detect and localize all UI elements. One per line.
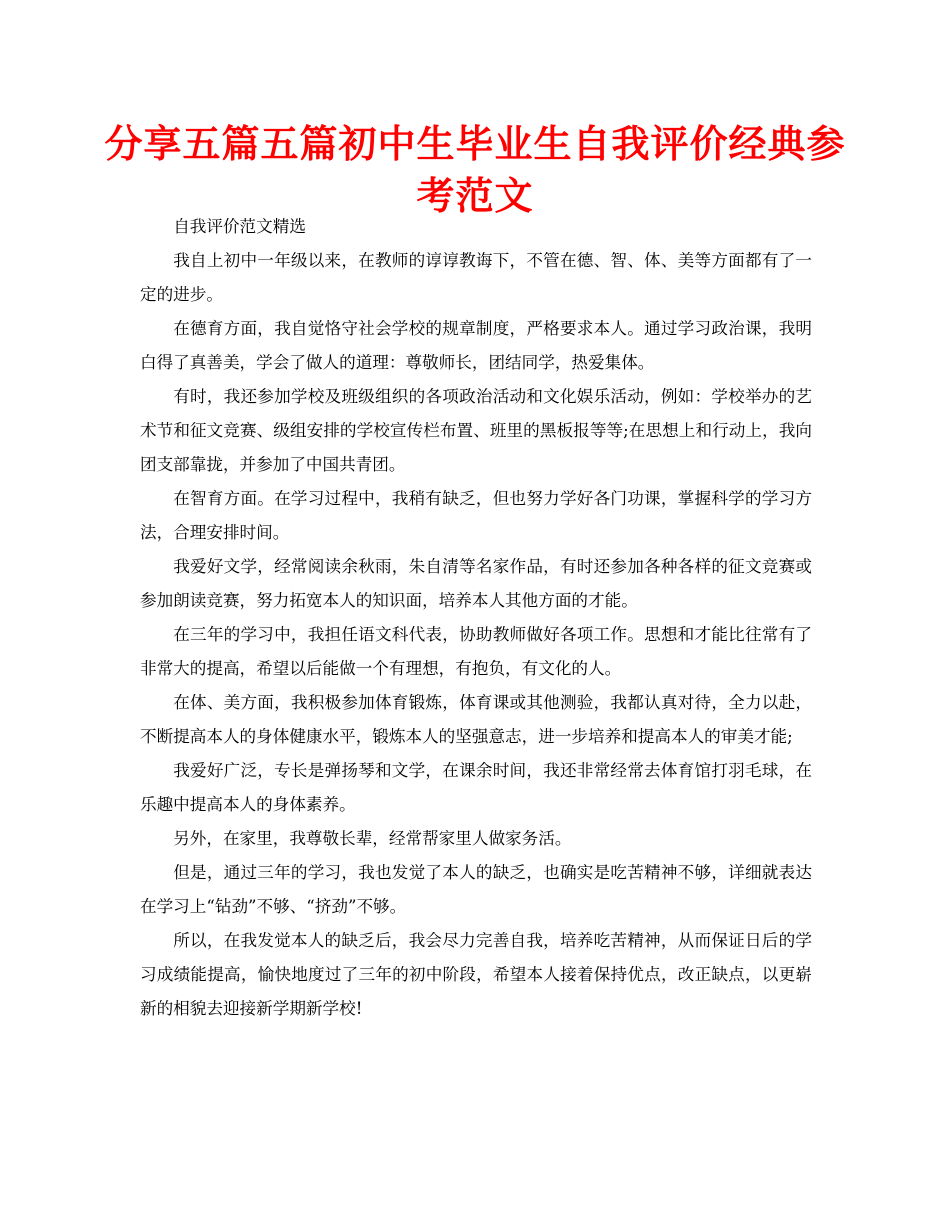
paragraph: 我爱好文学，经常阅读余秋雨，朱自清等名家作品，有时还参加各种各样的征文竞赛或参加朗读竞赛，努力拓宽本人的知识面，培养本人其他方面的才能。 [140, 557, 812, 610]
paragraph: 所以，在我发觉本人的缺乏后，我会尽力完善自我，培养吃苦精神，从而保证日后的学习成绩能提高，愉快地度过了三年的初中阶段，希望本人接着保持优点，改正缺点，以更崭新的相貌去迎接新学期新学校! [140, 931, 812, 1018]
paragraph: 另外，在家里，我尊敬长辈，经常帮家里人做家务活。 [173, 829, 572, 848]
paragraph: 在德育方面，我自觉恪守社会学校的规章制度，严格要求本人。通过学习政治课，我明白得了真善美，学会了做人的道理：尊敬师长，团结同学，热爱集体。 [140, 319, 812, 372]
paragraph: 我爱好广泛，专长是弹扬琴和文学，在课余时间，我还非常经常去体育馆打羽毛球，在乐趣中提高本人的身体素养。 [140, 761, 812, 814]
paragraph-heading: 自我评价范文精选 [173, 217, 306, 236]
paragraph: 我自上初中一年级以来，在教师的谆谆教诲下，不管在德、智、体、美等方面都有了一定的进步。 [140, 251, 812, 304]
paragraph: 在体、美方面，我积极参加体育锻炼，体育课或其他测验，我都认真对待，全力以赴，不断提高本人的身体健康水平，锻炼本人的坚强意志，进一步培养和提高本人的审美才能; [140, 693, 812, 746]
document-body [140, 210, 812, 1026]
document-title: 分享五篇五篇初中生毕业生自我评价经典参考范文 [104, 122, 846, 218]
paragraph: 有时，我还参加学校及班级组织的各项政治活动和文化娱乐活动，例如：学校举办的艺术节和征文竞赛、级组安排的学校宣传栏布置、班里的黑板报等等;在思想上和行动上，我向团支部靠拢，并参加了中国共青团。 [140, 387, 812, 474]
paragraph: 在三年的学习中，我担任语文科代表，协助教师做好各项工作。思想和才能比往常有了非常大的提高，希望以后能做一个有理想，有抱负，有文化的人。 [140, 625, 812, 678]
paragraph: 但是，通过三年的学习，我也发觉了本人的缺乏，也确实是吃苦精神不够，详细就表达在学习上“钻劲”不够、“挤劲”不够。 [140, 863, 812, 916]
paragraph: 在智育方面。在学习过程中，我稍有缺乏，但也努力学好各门功课，掌握科学的学习方法，合理安排时间。 [140, 489, 812, 542]
